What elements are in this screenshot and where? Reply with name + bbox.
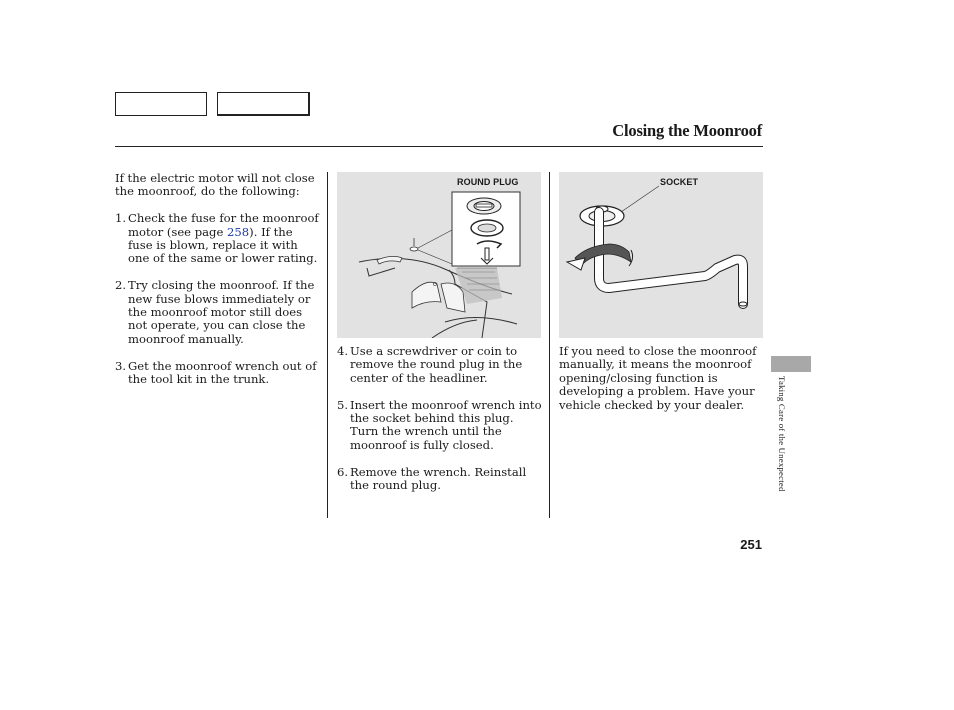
round-plug-label: ROUND PLUG xyxy=(457,177,519,187)
step-number: 6. xyxy=(337,464,349,479)
step-number: 4. xyxy=(337,344,349,358)
step-number: 1. xyxy=(115,211,127,226)
column-divider xyxy=(549,172,550,518)
step-text: Insert the moonroof wrench into the socket behind this plug. Turn the wrench until the moonroof is fully closed. xyxy=(350,397,542,452)
socket-figure xyxy=(559,172,763,338)
section-tab-marker xyxy=(771,356,811,372)
column-2 xyxy=(337,345,542,506)
step-text: Try closing the moonroof. If the new fuse blows immediately or the moonroof motor still does not operate, you can close the moonroof manually. xyxy=(128,278,315,346)
step-number: 5. xyxy=(337,397,349,412)
step-text-part: Check the fuse for the moonroof motor (see page xyxy=(128,211,319,239)
intro-text: If the electric motor will not close the moonroof, do the following: xyxy=(115,171,315,199)
page-link-258[interactable]: 258 xyxy=(227,224,250,239)
step-text: Use a screwdriver or coin to remove the round plug in the center of the headliner. xyxy=(350,344,523,385)
column-1 xyxy=(115,172,320,400)
wrench-illustration xyxy=(559,172,763,338)
step-4 xyxy=(337,345,542,385)
step-2 xyxy=(115,279,320,346)
step-3 xyxy=(115,360,320,387)
headliner-illustration xyxy=(337,172,541,338)
note-text: If you need to close the moonroof manually, it means the moonroof opening/closing function is developing a problem. Have your vehicle checked by your dealer. xyxy=(559,344,757,412)
page-title: Closing the Moonroof xyxy=(612,121,762,140)
socket-label: SOCKET xyxy=(660,177,699,187)
step-text-part: ). If the fuse is blown, replace it with one of the same or lower rating. xyxy=(128,224,318,266)
title-divider xyxy=(115,146,763,147)
section-tab-label: Taking Care of the Unexpected xyxy=(777,376,787,492)
step-text xyxy=(128,212,320,266)
step-text: Get the moonroof wrench out of the tool kit in the trunk. xyxy=(128,358,317,387)
step-6 xyxy=(337,466,542,493)
column-3 xyxy=(559,345,759,425)
nav-box-contents[interactable] xyxy=(115,92,207,116)
step-5 xyxy=(337,399,542,453)
step-text: Remove the wrench. Reinstall the round plug. xyxy=(350,464,527,493)
nav-box-index[interactable] xyxy=(217,92,310,116)
round-plug-figure xyxy=(337,172,541,338)
page-number: 251 xyxy=(740,537,762,552)
step-number: 3. xyxy=(115,358,127,373)
column-divider xyxy=(327,172,328,518)
step-number: 2. xyxy=(115,278,127,293)
step-1 xyxy=(115,212,320,266)
